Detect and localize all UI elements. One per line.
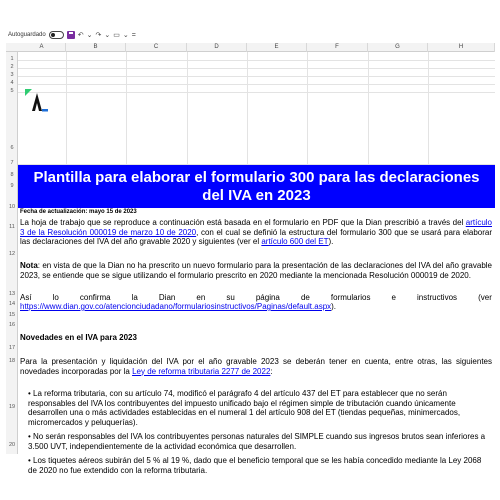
row-header[interactable]: 15 — [8, 312, 16, 318]
novedades-paragraph: Para la presentación y liquidación del IVA por el año gravable 2023 se deberán tener en cuenta, entre otras, las siguientes novedades incorporadas por la Ley de reforma tributaria 2277 de 2022: — [20, 357, 492, 376]
row-header[interactable]: 11 — [9, 224, 15, 230]
column-header[interactable]: D — [187, 43, 247, 52]
more-commands-icon[interactable]: = — [131, 31, 136, 39]
update-date: Fecha de actualización: mayo 15 de 2023 — [20, 209, 137, 215]
column-header[interactable]: H — [428, 43, 495, 52]
quick-access-toolbar — [6, 27, 495, 43]
row-header[interactable]: 20 — [8, 442, 16, 448]
column-header[interactable]: B — [66, 43, 126, 52]
column-header[interactable]: C — [126, 43, 187, 52]
actualicese-logo — [25, 89, 49, 113]
dian-url-line: https://www.dian.gov.co/atencionciudadano/formulariosinstructivos/Paginas/default.aspx). — [20, 302, 337, 311]
row-headers — [6, 52, 18, 454]
row-header[interactable]: 5 — [10, 88, 14, 94]
column-header[interactable]: A — [18, 43, 66, 52]
row-header[interactable]: 2 — [10, 64, 14, 70]
row-header[interactable]: 1 — [10, 56, 14, 62]
resolution-link[interactable]: artículo 3 de la Resolución 000019 de marzo 10 de 2020 — [20, 218, 492, 237]
column-header[interactable]: F — [307, 43, 368, 52]
novedades-heading: Novedades en el IVA para 2023 — [20, 333, 137, 342]
save-icon[interactable] — [67, 31, 75, 39]
row-header[interactable]: 18 — [8, 358, 16, 364]
redo-dropdown-icon[interactable]: ⌄ — [104, 31, 111, 39]
list-item: • La reforma tributaria, con su artículo 74, modificó el parágrafo 4 del artículo 437 del ET para establecer que no serán responsables del IVA los contribuyentes del impuesto unificado bajo el régimen simple de tributación cuando únicamente desarrollen una o más actividades establecidas en el numeral 1 del artículo 908 del ET (tiendas pequeñas, minimercados, micromercados y peluquerías). — [28, 389, 461, 427]
autosave-toggle[interactable] — [49, 31, 64, 39]
row-header[interactable]: 10 — [8, 204, 16, 210]
row-header[interactable]: 17 — [8, 345, 16, 351]
dian-forms-link[interactable]: https://www.dian.gov.co/atencionciudadano/formulariosinstructivos/Paginas/default.aspx — [20, 302, 332, 311]
row-header[interactable]: 13 — [8, 291, 16, 297]
row-header[interactable]: 4 — [10, 80, 14, 86]
reform-law-link[interactable]: Ley de reforma tributaria 2277 de 2022 — [132, 366, 271, 376]
row-header[interactable]: 6 — [10, 145, 14, 151]
spreadsheet-window — [6, 27, 495, 475]
row-header[interactable]: 8 — [10, 172, 14, 178]
nota-paragraph: Nota: en vista de que la Dian no ha prescrito un nuevo formulario para la presentación de las declaraciones del IVA del año gravable 2023, se entiende que se sigue utilizando el formulario prescrito en 2020 mediante la mencionada Resolución 000019 de 2020. — [20, 261, 492, 280]
redo-icon[interactable]: ↷ — [95, 31, 102, 39]
row-header[interactable]: 14 — [8, 301, 16, 307]
row-header[interactable]: 12 — [8, 251, 16, 257]
column-header[interactable]: E — [247, 43, 307, 52]
cell-grid[interactable] — [18, 52, 495, 475]
row-header[interactable]: 16 — [8, 322, 16, 328]
open-folder-icon[interactable]: ▭ — [113, 31, 120, 39]
logo-blue-bar — [42, 109, 48, 112]
logo-letter-a — [32, 93, 42, 111]
undo-icon[interactable]: ↶ — [77, 31, 84, 39]
row-header[interactable]: 9 — [10, 183, 14, 189]
autosave-label: Autoguardado — [8, 32, 46, 38]
nota-confirm-line: Así lo confirma la Dian en su página de formularios e instructivos (ver — [20, 293, 492, 302]
column-headers — [6, 43, 495, 52]
undo-dropdown-icon[interactable]: ⌄ — [86, 31, 93, 39]
nota-label: Nota — [20, 261, 38, 270]
list-item: • Los tiquetes aéreos subirán del 5 % al 19 %, dado que el beneficio temporal que se les había concedido mediante la Ley 2068 de 2020 no fue extendido con la reforma tributaria. — [28, 456, 482, 475]
title-banner — [18, 165, 495, 208]
list-item: • No serán responsables del IVA los contribuyentes personas naturales del SIMPLE cuando sus ingresos brutos sean inferiores a 3.500 UVT, independientemente de la actividad económica que desarrollen. — [28, 432, 486, 451]
banner-title-line2: del IVA en 2023 — [202, 187, 311, 204]
row-header[interactable]: 3 — [10, 72, 14, 78]
banner-title-line1: Plantilla para elaborar el formulario 300 para las declaraciones — [33, 169, 480, 186]
row-header[interactable]: 19 — [8, 404, 16, 410]
article-600-link[interactable]: artículo 600 del ET — [261, 237, 329, 246]
logo-green-triangle — [25, 89, 32, 96]
customize-toolbar-icon[interactable]: ⌄ — [122, 31, 129, 39]
row-header[interactable]: 7 — [10, 160, 14, 166]
intro-paragraph: La hoja de trabajo que se reproduce a continuación está basada en el formulario en PDF que la Dian prescribió a través del artículo 3 de la Resolución 000019 de marzo 10 de 2020, con el cual se definió la estructura del formulario 300 que se usará para elaborar las declaraciones del IVA del año gravable 2020 y siguientes (ver el artículo 600 del ET). — [20, 218, 492, 246]
column-header[interactable]: G — [368, 43, 428, 52]
